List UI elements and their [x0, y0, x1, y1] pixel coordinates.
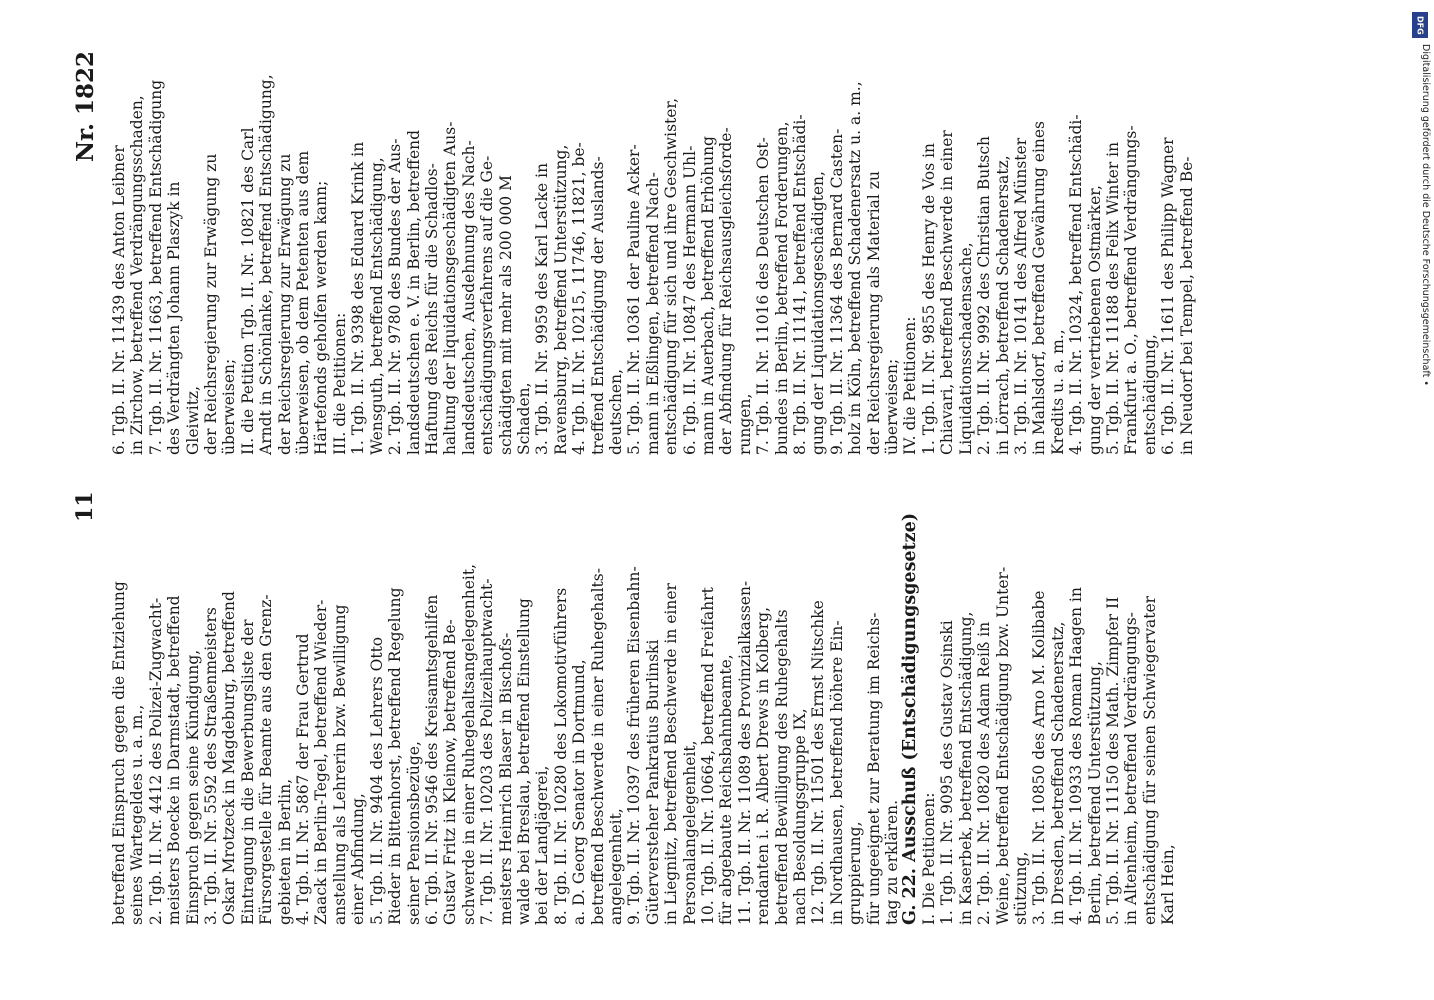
- text-line: 7. Tgb. II. Nr. 11663, betreffend Entschädigung: [146, 79, 165, 455]
- text-line: überweisen;: [220, 358, 239, 455]
- text-line: mann in Auerbach, betreffend Erhöhung: [699, 136, 717, 455]
- text-line: G. 22. Ausschuß (Entschädigungsgesetze): [900, 513, 921, 925]
- text-line: Frankfurt a. O., betreffend Verdrängungs-: [1122, 125, 1141, 455]
- header-number: Nr. 1822: [72, 50, 99, 162]
- text-line: 10. Tgb. II. Nr. 10664, betreffend Freifahrt: [699, 587, 717, 925]
- text-line: 12. Tgb. II. Nr. 11501 des Ernst Nitschke: [809, 600, 828, 925]
- text-column-left: [110, 513, 1178, 925]
- text-line: 2. Tgb. II. Nr. 10820 des Adam Reiß in: [975, 621, 994, 925]
- text-line: Schaden,: [514, 382, 533, 455]
- text-line: meisters Boecke in Darmstadt, betreffend: [165, 595, 184, 925]
- text-line: 1. Tgb. II. Nr. 9398 des Eduard Krink in: [349, 141, 368, 455]
- text-line: für ungeeignet zur Beratung im Reichs-: [864, 612, 883, 925]
- text-line: haltung der liquidationsgeschädigten Aus-: [441, 121, 460, 455]
- text-line: betreffend Beschwerde in einer Ruhegehalts-: [588, 568, 607, 925]
- text-line: 5. Tgb. II. Nr. 9404 des Lehrers Otto: [367, 636, 386, 925]
- text-line: 3. Tgb. II. Nr. 9959 des Karl Lacke in: [533, 162, 552, 455]
- page-number: 11: [72, 491, 98, 522]
- text-line: einer Abfindung,: [349, 793, 368, 925]
- text-line: der Reichsregierung als Material zu: [864, 171, 883, 455]
- text-line: 7. Tgb. II. Nr. 11016 des Deutschen Ost-: [754, 137, 773, 455]
- text-line: betreffend Bewilligung des Ruhegehalts: [772, 609, 791, 925]
- text-line: I. Die Petitionen:: [919, 792, 938, 925]
- text-line: treffend Entschädigung der Auslands-: [588, 156, 607, 455]
- text-line: rungen,: [735, 393, 754, 455]
- text-line: Arndt in Schönlanke, betreffend Entschädigung,: [257, 74, 276, 455]
- text-line: 6. Tgb. II. Nr. 11439 des Anton Leibner: [110, 145, 128, 455]
- text-line: in Lörrach, betreffend Schadenersatz,: [993, 155, 1012, 455]
- text-line: Güterversteher Pankratius Burlinski: [643, 639, 662, 925]
- text-line: II. die Petition Tgb. II. Nr. 10821 des Carl: [238, 127, 257, 455]
- text-line: gung der vertriebenen Ostmärker,: [1085, 185, 1104, 455]
- text-line: Wensguth, betreffend Entschädigung,: [367, 157, 386, 455]
- text-line: Ravensburg, betreffend Unterstützung,: [551, 144, 570, 455]
- text-line: in Neudorf bei Tempel, betreffend Be-: [1177, 156, 1196, 455]
- text-line: IV. die Petitionen:: [901, 316, 920, 455]
- text-line: meisters Heinrich Blaser in Bischofs-: [496, 632, 515, 925]
- text-line: der Abfindung für Reichsausgleichsforde-: [717, 127, 736, 455]
- text-line: Weine, betreffend Entschädigung bzw. Unter-: [993, 566, 1012, 925]
- text-line: 9. Tgb. II. Nr. 10397 des früheren Eisenbahn-: [625, 566, 644, 925]
- text-line: bei der Landjägerei,: [533, 765, 552, 925]
- text-line: Eintragung in die Bewerbungsliste der: [238, 619, 257, 925]
- text-line: gung der Liquidationsgeschädigten,: [809, 171, 828, 455]
- text-line: Rieder in Bittenhorst, betreffend Regelung: [386, 587, 405, 925]
- text-line: landsdeutschen e. V. in Berlin, betreffend: [404, 129, 423, 455]
- digitization-credit-bar: [1410, 8, 1432, 398]
- text-line: walde bei Breslau, betreffend Einstellung: [514, 598, 533, 925]
- text-line: schädigten mit mehr als 200 000 M: [496, 175, 515, 455]
- text-line: in Liegnitz, betreffend Beschwerde in einer: [662, 583, 681, 925]
- text-line: Einspruch gegen seine Kündigung,: [183, 649, 202, 925]
- text-line: landsdeutschen, Ausdehnung des Nach-: [459, 140, 478, 455]
- text-line: 3. Tgb. II. Nr. 5592 des Straßenmeisters: [202, 607, 221, 925]
- text-line: entschädigung,: [1140, 334, 1159, 455]
- text-line: in Altenheim, betreffend Verdrängungs-: [1122, 612, 1141, 925]
- text-line: 4. Tgb. II. Nr. 10933 des Roman Haagen in: [1067, 587, 1086, 925]
- text-line: 1. Tgb. II. Nr. 9855 des Henry de Vos in: [919, 142, 938, 455]
- text-line: 2. Tgb. II. Nr. 9992 des Christian Butsch: [975, 135, 994, 455]
- text-line: schwerde in einer Ruhegehaltsangelegenheit,: [459, 563, 478, 925]
- text-line: überweisen;: [883, 358, 902, 455]
- text-line: 3. Tgb. II. Nr. 10850 des Arno M. Kolibabe: [1030, 590, 1049, 925]
- text-line: 1. Tgb. II. Nr. 9095 des Gustav Osinski: [938, 620, 957, 925]
- text-line: Personalangelegenheit,: [680, 740, 699, 925]
- text-line: der Reichsregierung zur Erwägung zu: [202, 153, 221, 455]
- text-line: Chiavari, betreffend Beschwerde in einer: [938, 130, 957, 455]
- text-line: 11. Tgb. II. Nr. 11089 des Provinzialkassen-: [735, 580, 754, 925]
- text-line: Zaack in Berlin-Tegel, betreffend Wieder-: [312, 599, 331, 925]
- text-line: Gleiwitz,: [183, 385, 202, 455]
- text-line: gebieten in Berlin,: [275, 778, 294, 925]
- text-line: 5. Tgb. II. Nr. 11188 des Felix Winter in: [1103, 141, 1122, 455]
- text-line: a. D. Georg Senator in Dortmund,: [570, 659, 589, 925]
- text-line: 4. Tgb. II. Nr. 10215, 11746, 11821, be-: [570, 142, 589, 455]
- text-line: tag zu erklären.: [883, 799, 902, 925]
- text-line: in Dresden, betreffend Schadenersatz,: [1048, 621, 1067, 925]
- text-line: Karl Hein,: [1159, 844, 1178, 925]
- text-line: deutschen,: [606, 368, 625, 455]
- text-line: 2. Tgb. II. Nr. 9780 des Bundes der Aus-: [386, 138, 405, 455]
- text-line: 8. Tgb. II. Nr. 11141, betreffend Entschädi-: [791, 114, 810, 455]
- text-line: 4. Tgb. II. Nr. 10324, betreffend Entschädi-: [1067, 114, 1086, 455]
- text-line: betreffend Einspruch gegen die Entziehung: [110, 581, 128, 925]
- text-line: 6. Tgb. II. Nr. 11611 des Philipp Wagner: [1159, 137, 1178, 455]
- text-line: 7. Tgb. II. Nr. 10203 des Polizeihauptwacht-: [478, 578, 497, 925]
- text-line: in Kaserbek, betreffend Entschädigung,: [956, 611, 975, 925]
- text-line: 9. Tgb. II. Nr. 11364 des Bernard Casten-: [827, 128, 846, 455]
- text-line: für abgebaute Reichsbahnbeamte,: [717, 654, 736, 925]
- text-column-right: [110, 55, 1196, 455]
- text-line: Gustav Fritz in Kleinow, betreffend Be-: [441, 619, 460, 925]
- text-line: 2. Tgb. II. Nr. 4412 des Polizei-Zugwacht-: [146, 597, 165, 925]
- dfg-logo-icon: DFG: [1412, 12, 1428, 38]
- text-line: nach Besoldungsgruppe IX,: [791, 708, 810, 925]
- text-line: stützung,: [1011, 851, 1030, 925]
- text-line: entschädigung für seinen Schwiegervater: [1140, 595, 1159, 925]
- text-line: der Reichsregierung zur Erwägung zu: [275, 153, 294, 455]
- text-line: in Zirchow, betreffend Verdrängungsschaden,: [128, 95, 147, 455]
- text-line: überweisen, ob dem Petenten aus dem: [294, 150, 313, 455]
- text-line: mann in Eßlingen, betreffend Nach-: [643, 172, 662, 455]
- text-line: Liquidationsschadensache,: [956, 242, 975, 455]
- text-line: Oskar Mrotzeck in Magdeburg, betreffend: [220, 591, 239, 925]
- text-line: entschädigungsverfahrens auf die Ge-: [478, 155, 497, 455]
- digitization-credit: Digitalisierung gefördert durch die Deutsche Forschungsgemeinschaft •: [1420, 44, 1431, 386]
- text-line: 5. Tgb. II. Nr. 11150 des Math. Zimpfer II: [1103, 596, 1122, 925]
- text-line: entschädigung für sich und ihre Geschwister,: [662, 97, 681, 455]
- text-line: Fürsorgestelle für Beamte aus den Grenz-: [257, 594, 276, 925]
- text-line: 4. Tgb. II. Nr. 5867 der Frau Gertrud: [294, 633, 313, 925]
- text-line: angelegenheit,: [606, 808, 625, 925]
- text-line: in Mahlsdorf, betreffend Gewährung eines: [1030, 120, 1049, 455]
- text-line: Berlin, betreffend Unterstützung,: [1085, 661, 1104, 925]
- text-line: seiner Pensionsbezüge,: [404, 741, 423, 925]
- text-line: anstellung als Lehrerin bzw. Bewilligung: [330, 604, 349, 925]
- text-line: 8. Tgb. II. Nr. 10280 des Lokomotivführers: [551, 587, 570, 925]
- text-line: bundes in Berlin, betreffend Forderungen,: [772, 121, 791, 455]
- text-line: 6. Tgb. II. Nr. 10847 des Hermann Uhl-: [680, 145, 699, 455]
- text-line: seines Wartegeldes u. a. m.,: [128, 704, 147, 925]
- text-line: gruppierung,: [846, 821, 865, 925]
- text-line: rendanten i. R. Albert Drews in Kolberg,: [754, 607, 773, 925]
- text-line: in Nordhausen, betreffend höhere Ein-: [827, 620, 846, 925]
- text-line: Kredits u. a. m.,: [1048, 329, 1067, 455]
- text-line: 6. Tgb. II. Nr. 9546 des Kreisamtsgehilfen: [422, 594, 441, 925]
- text-line: des Verdrängten Johann Plaszyk in: [165, 181, 184, 455]
- text-line: holz in Köln, betreffend Schadenersatz u. a. m.,: [846, 81, 865, 455]
- text-line: Härtefonds geholfen werden kann;: [312, 180, 331, 455]
- text-line: 5. Tgb. II. Nr. 10361 der Pauline Acker-: [625, 144, 644, 455]
- text-line: 3. Tgb. II. Nr. 10141 des Alfred Münster: [1011, 137, 1030, 455]
- text-line: III. die Petitionen:: [330, 312, 349, 455]
- text-line: Haftung des Reichs für die Schadlos-: [422, 163, 441, 455]
